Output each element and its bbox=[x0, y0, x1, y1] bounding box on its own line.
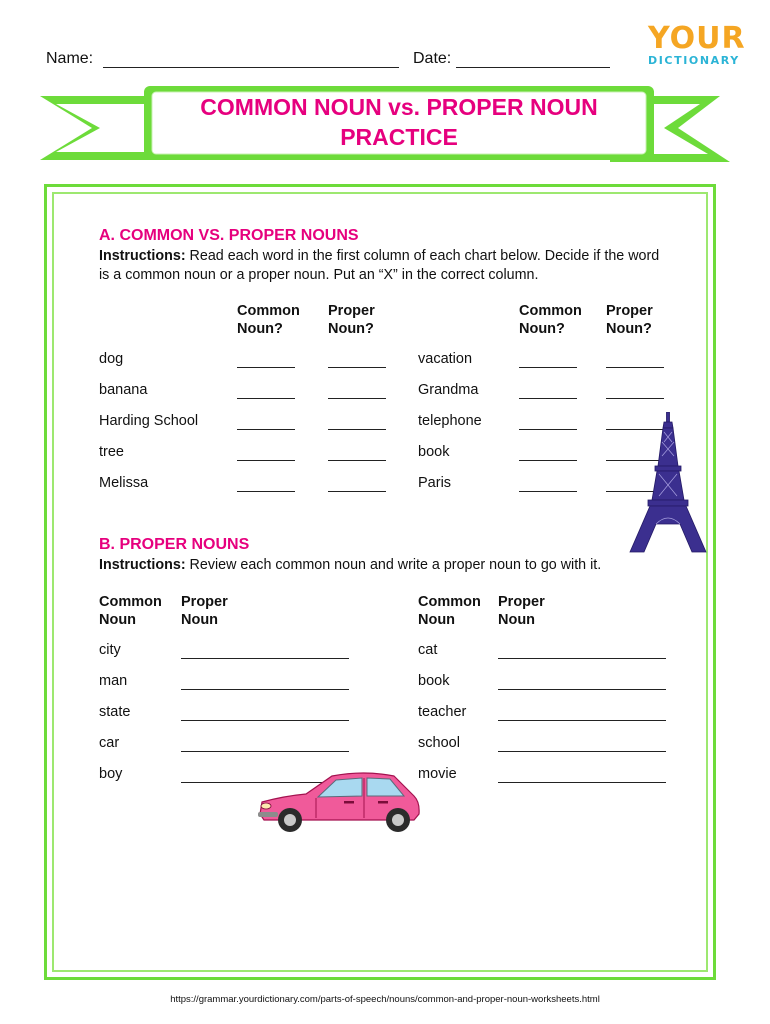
col-header-line: Common bbox=[418, 594, 481, 610]
col-header-line: Noun bbox=[181, 612, 219, 628]
a-left-col-common bbox=[237, 302, 300, 338]
list-item: telephone bbox=[418, 413, 482, 429]
answer-blank[interactable] bbox=[498, 751, 666, 752]
section-b-instructions-text: Review each common noun and write a proper noun to go with it. bbox=[185, 557, 602, 573]
list-item: movie bbox=[418, 766, 457, 782]
col-header-line: Common bbox=[99, 594, 162, 610]
col-header-line: Noun bbox=[99, 612, 137, 628]
section-a-instructions-label: Instructions: bbox=[99, 248, 186, 264]
list-item: vacation bbox=[418, 351, 473, 367]
section-a-title: A. COMMON VS. PROPER NOUNS bbox=[99, 227, 359, 244]
answer-blank[interactable] bbox=[498, 689, 666, 690]
col-header-line: Common bbox=[237, 303, 300, 319]
date-label: Date: bbox=[413, 50, 452, 67]
list-item: cat bbox=[418, 642, 438, 658]
section-b-instructions bbox=[99, 556, 679, 575]
section-a-instructions-text: Read each word in the first column of each chart below. Decide if the word is a common noun or a proper noun. Put an “X” in the correct column. bbox=[99, 248, 660, 283]
col-header-line: Noun bbox=[418, 612, 456, 628]
answer-blank[interactable] bbox=[498, 720, 666, 721]
col-header-line: Proper bbox=[181, 594, 228, 610]
list-item: book bbox=[418, 444, 450, 460]
answer-blank[interactable] bbox=[181, 751, 349, 752]
list-item: Melissa bbox=[99, 475, 149, 491]
answer-blank[interactable] bbox=[237, 367, 295, 368]
list-item: man bbox=[99, 673, 128, 689]
answer-blank[interactable] bbox=[328, 398, 386, 399]
answer-blank[interactable] bbox=[237, 491, 295, 492]
answer-blank[interactable] bbox=[181, 689, 349, 690]
b-left-col-proper bbox=[181, 593, 228, 629]
col-header-line: Proper bbox=[328, 303, 375, 319]
answer-blank[interactable] bbox=[498, 782, 666, 783]
col-header-line: Noun bbox=[498, 612, 536, 628]
col-header-line: Proper bbox=[606, 303, 653, 319]
list-item: Paris bbox=[418, 475, 452, 491]
list-item: city bbox=[99, 642, 121, 658]
list-item: book bbox=[418, 673, 450, 689]
answer-blank[interactable] bbox=[181, 658, 349, 659]
a-left-col-proper bbox=[328, 302, 375, 338]
a-right-col-common bbox=[519, 302, 582, 338]
col-header-line: Common bbox=[519, 303, 582, 319]
pink-car-icon bbox=[254, 770, 424, 836]
a-right-col-proper bbox=[606, 302, 653, 338]
b-left-col-common bbox=[99, 593, 162, 629]
name-label: Name: bbox=[46, 50, 94, 67]
answer-blank[interactable] bbox=[606, 398, 664, 399]
answer-blank[interactable] bbox=[519, 460, 577, 461]
section-b-instructions-label: Instructions: bbox=[99, 557, 186, 573]
b-right-col-common bbox=[418, 593, 481, 629]
list-item: Grandma bbox=[418, 382, 479, 398]
logo-wordmark-top: YOUR bbox=[648, 21, 746, 56]
answer-blank[interactable] bbox=[519, 398, 577, 399]
page-title: COMMON NOUN vs. PROPER NOUN bbox=[200, 94, 598, 120]
list-item: dog bbox=[99, 351, 124, 367]
logo-wordmark-bottom: DICTIONARY bbox=[648, 54, 740, 67]
list-item: school bbox=[418, 735, 460, 751]
col-header-line: Proper bbox=[498, 594, 545, 610]
answer-blank[interactable] bbox=[181, 720, 349, 721]
section-b-title: B. PROPER NOUNS bbox=[99, 536, 250, 553]
list-item: boy bbox=[99, 766, 123, 782]
answer-blank[interactable] bbox=[328, 429, 386, 430]
page-title-line2: PRACTICE bbox=[340, 124, 458, 150]
answer-blank[interactable] bbox=[606, 367, 664, 368]
b-right-col-proper bbox=[498, 593, 545, 629]
list-item: Harding School bbox=[99, 413, 199, 429]
col-header-line: Noun? bbox=[237, 321, 283, 337]
answer-blank[interactable] bbox=[519, 429, 577, 430]
answer-blank[interactable] bbox=[328, 491, 386, 492]
answer-blank[interactable] bbox=[519, 367, 577, 368]
answer-blank[interactable] bbox=[237, 398, 295, 399]
answer-blank[interactable] bbox=[328, 460, 386, 461]
section-a-instructions bbox=[99, 247, 669, 285]
list-item: state bbox=[99, 704, 131, 720]
answer-blank[interactable] bbox=[237, 429, 295, 430]
answer-blank[interactable] bbox=[328, 367, 386, 368]
list-item: tree bbox=[99, 444, 124, 460]
col-header-line: Noun? bbox=[606, 321, 652, 337]
list-item: banana bbox=[99, 382, 148, 398]
answer-blank[interactable] bbox=[519, 491, 577, 492]
col-header-line: Noun? bbox=[328, 321, 374, 337]
eiffel-tower-icon bbox=[628, 412, 708, 556]
list-item: car bbox=[99, 735, 120, 751]
answer-blank[interactable] bbox=[498, 658, 666, 659]
source-url[interactable]: https://grammar.yourdictionary.com/parts-of-speech/nouns/common-and-proper-noun-worksheets.html bbox=[170, 994, 600, 1005]
col-header-line: Noun? bbox=[519, 321, 565, 337]
list-item: teacher bbox=[418, 704, 467, 720]
answer-blank[interactable] bbox=[237, 460, 295, 461]
